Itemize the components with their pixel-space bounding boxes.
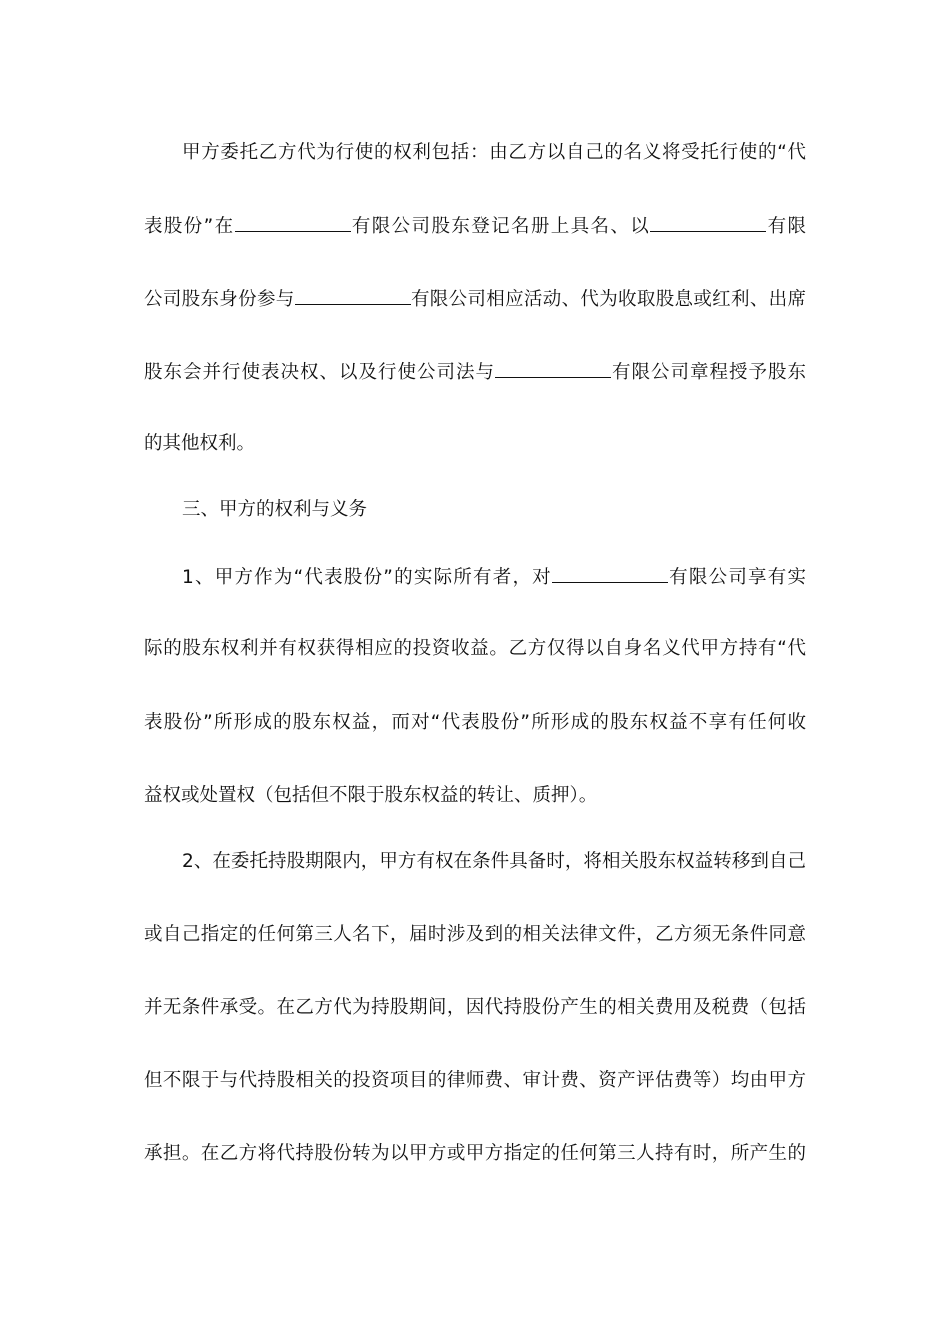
fill-in-blank	[495, 359, 611, 378]
paragraph-3-line-4	[144, 784, 806, 808]
paragraph-1-line-5	[144, 432, 806, 456]
fill-in-blank	[552, 564, 668, 583]
text-segment: 但不限于与代持股相关的投资项目的律师费、审计费、资产评估费等）均由甲方	[144, 1070, 806, 1091]
section-heading	[182, 498, 806, 522]
fill-in-blank	[650, 213, 766, 232]
text-segment: 有限	[766, 216, 806, 237]
text-segment: 有限公司股东登记名册上具名、以	[350, 216, 651, 237]
text-segment: 承担。在乙方将代持股份转为以甲方或甲方指定的任何第三人持有时，所产生的	[144, 1143, 806, 1164]
text-segment: 股东会并行使表决权、以及行使公司法与	[144, 362, 495, 383]
paragraph-1-line-3	[144, 286, 806, 312]
text-segment: 并无条件承受。在乙方代为持股期间，因代持股份产生的相关费用及税费（包括	[144, 997, 806, 1018]
text-segment: 甲方委托乙方代为行使的权利包括：由乙方以自己的名义将受托行使的“代	[182, 142, 806, 163]
paragraph-4-line-1	[182, 850, 806, 874]
text-segment: 表股份”所形成的股东权益，而对“代表股份”所形成的股东权益不享有任何收	[144, 712, 806, 733]
fill-in-blank	[235, 213, 351, 232]
text-segment: 际的股东权利并有权获得相应的投资收益。乙方仅得以自身名义代甲方持有“代	[144, 638, 806, 659]
text-segment: 或自己指定的任何第三人名下，届时涉及到的相关法律文件，乙方须无条件同意	[144, 924, 806, 945]
paragraph-4-line-4	[144, 1069, 806, 1093]
paragraph-3-line-2	[144, 637, 806, 661]
text-segment: 有限公司章程授予股东	[610, 362, 806, 383]
paragraph-4-line-5	[144, 1142, 806, 1166]
text-segment: 三、甲方的权利与义务	[182, 499, 368, 520]
paragraph-1-line-4	[144, 359, 806, 385]
fill-in-blank	[295, 286, 411, 305]
paragraph-4-line-3	[144, 996, 806, 1020]
paragraph-4-line-2	[144, 923, 806, 947]
text-segment: 表股份”在	[144, 216, 235, 237]
text-segment: 2、在委托持股期限内，甲方有权在条件具备时，将相关股东权益转移到自己	[182, 851, 806, 872]
text-segment: 的其他权利。	[144, 433, 256, 454]
paragraph-3-line-3	[144, 711, 806, 735]
paragraph-3-line-1	[182, 564, 806, 590]
text-segment: 有限公司相应活动、代为收取股息或红利、出席	[410, 289, 806, 310]
text-segment: 有限公司享有实	[667, 567, 806, 588]
text-segment: 益权或处置权（包括但不限于股东权益的转让、质押）。	[144, 785, 598, 806]
text-segment: 公司股东身份参与	[144, 289, 295, 310]
paragraph-1-line-1	[182, 141, 806, 165]
text-segment: 1、甲方作为“代表股份”的实际所有者，对	[182, 567, 552, 588]
paragraph-1-line-2	[144, 213, 806, 239]
